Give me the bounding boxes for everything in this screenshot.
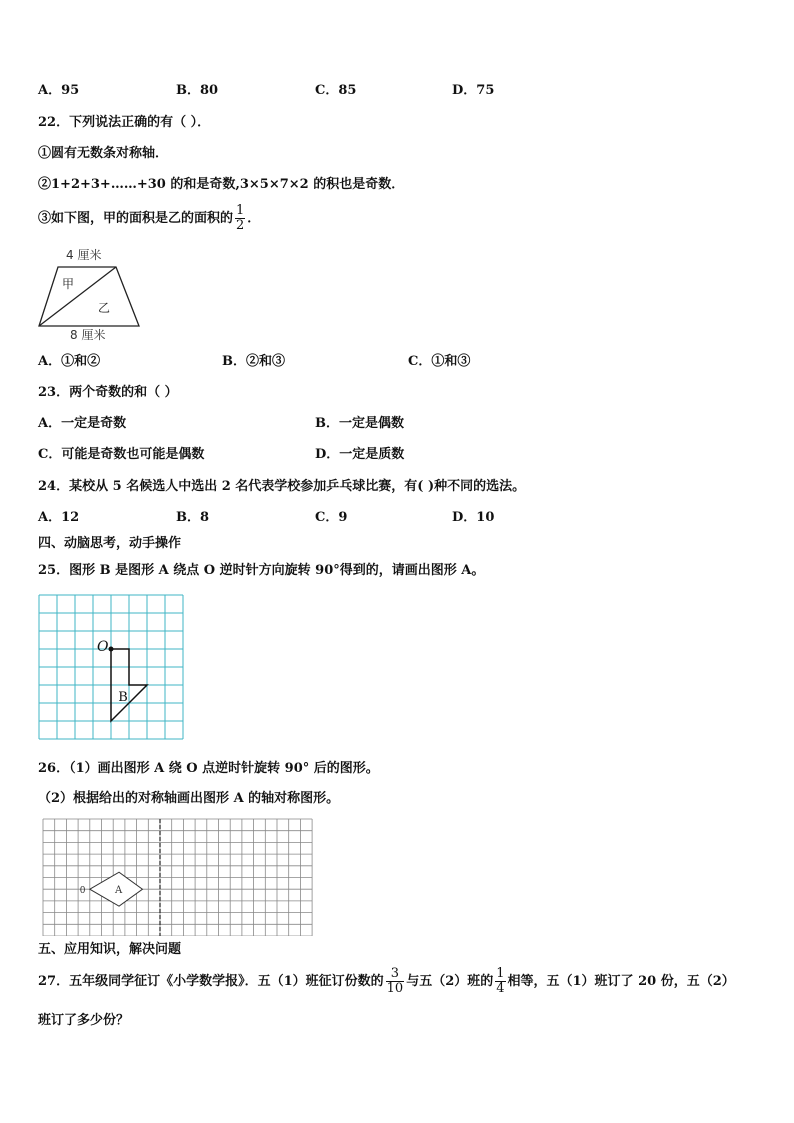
- q24-option-b: B．8: [176, 510, 210, 525]
- q23-option-b: B．一定是偶数: [315, 416, 404, 431]
- fraction-three-tenths: $\frac{3}{10}$: [386, 966, 404, 996]
- q22-statement-1: ①圆有无数条对称轴．: [38, 146, 169, 161]
- q22-option-c: C．①和③: [408, 354, 471, 369]
- section-4-heading: 四、动脑思考，动手操作: [38, 536, 182, 551]
- label-jia: 甲: [62, 277, 75, 291]
- q23-option-c: C．可能是奇数也可能是偶数: [38, 447, 205, 462]
- q23-option-a: A．一定是奇数: [38, 416, 127, 431]
- q21-option-b: B．80: [176, 83, 219, 98]
- q24-option-d: D．10: [452, 510, 495, 525]
- q22-statement-3: ③如下图，甲的面积是乙的面积的 $\frac{1}{2}$ ．: [38, 203, 261, 233]
- section-5-heading: 五、应用知识，解决问题: [38, 942, 182, 957]
- q24-option-a: A．12: [38, 510, 80, 525]
- label-yi: 乙: [98, 301, 111, 315]
- q26-stem-1: 26．（1）画出图形 A 绕 O 点逆时针旋转 90° 后的图形。: [38, 761, 379, 776]
- q22-option-b: B．②和③: [222, 354, 285, 369]
- trapezoid-figure: [36, 264, 146, 330]
- q22-statement-3-text: ③如下图，甲的面积是乙的面积的: [38, 211, 234, 226]
- q24-stem: 24．某校从 5 名候选人中选出 2 名代表学校参加乒乓球比赛，有( )种不同的选法。: [38, 479, 526, 494]
- point-o: [109, 647, 114, 652]
- label-o: 0: [79, 886, 86, 897]
- label-o: O: [97, 639, 109, 655]
- q26-stem-2: （2）根据给出的对称轴画出图形 A 的轴对称图形。: [38, 791, 340, 806]
- q27-line-1: 27．五年级同学征订《小学数学报》．五（1）班征订份数的 $\frac{3}{10}$ 与五（2）班的 $\frac{1}{4}$ 相等，五（1）班订了 20 份，五（2）: [38, 966, 735, 996]
- trapezoid-bottom-label: 8 厘米: [70, 328, 106, 342]
- q21-option-a: A．95: [38, 83, 80, 98]
- q23-option-d: D．一定是质数: [315, 447, 405, 462]
- q22-stem: 22．下列说法正确的有（ ）．: [38, 115, 211, 130]
- q27-line-2: 班订了多少份？: [38, 1013, 130, 1028]
- q23-stem: 23．两个奇数的和（ ）: [38, 385, 178, 400]
- label-a: A: [114, 885, 123, 897]
- q25-stem: 25．图形 B 是图形 A 绕点 O 逆时针方向旋转 90°得到的，请画出图形 A。: [38, 563, 485, 578]
- q22-option-a: A．①和②: [38, 354, 101, 369]
- q22-statement-2: ②1+2+3+……+30 的和是奇数,3×5×7×2 的积也是奇数．: [38, 177, 405, 192]
- label-b: B: [118, 690, 128, 706]
- q25-grid: [38, 594, 188, 744]
- q26-grid: [42, 818, 314, 936]
- q21-option-d: D．75: [452, 83, 495, 98]
- fraction-one-quarter: $\frac{1}{4}$: [496, 966, 505, 996]
- q21-option-c: C．85: [315, 83, 357, 98]
- q24-option-c: C．9: [315, 510, 348, 525]
- trapezoid-top-label: 4 厘米: [66, 248, 102, 262]
- fraction-one-half: $\frac{1}{2}$: [236, 203, 245, 233]
